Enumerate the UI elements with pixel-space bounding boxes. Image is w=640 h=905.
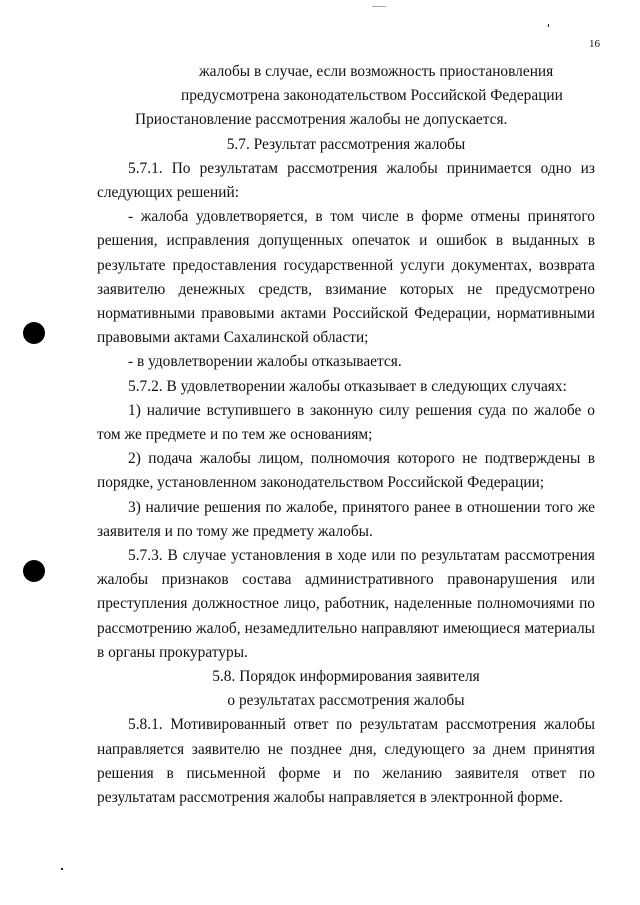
scan-artifact — [61, 868, 63, 870]
paragraph: - жалоба удовлетворяется, в том числе в форме отмены принятого решения, исправления допущенных опечаток и ошибок в выданных в результате предоставления государственной услуги документах, возврата заявителю денежных средств, взимание которых не предусмотрено нормативными правовыми актами Российской Федерации, нормативными правовыми актами Сахалинской области; — [97, 208, 595, 347]
paragraph-continuation: жалобы в случае, если возможность приостановления — [199, 63, 554, 80]
punch-hole-mark — [23, 322, 45, 344]
paragraph: 5.7.3. В случае установления в ходе или по результатам рассмотрения жалобы признаков состава административного правонарушения или преступления должностное лицо, работник, наделенные полномочиями по рассмотрению жалоб, незамедлительно направляют имеющиеся материалы в органы прокуратуры. — [97, 547, 595, 661]
paragraph: 5.8.1. Мотивированный ответ по результатам рассмотрения жалобы направляется заявителю не позднее дня, следующего за днем принятия решения в письменной форме и по желанию заявителя ответ по результатам рассмотрения жалобы направляется в электронной форме. — [97, 716, 595, 807]
paragraph: 1) наличие вступившего в законную силу решения суда по жалобе о том же предмете и по тем же основаниям; — [97, 401, 595, 444]
paragraph: 2) подача жалобы лицом, полномочия которого не подтверждены в порядке, установленном законодательством Российской Федерации; — [97, 450, 595, 492]
page-number: 16 — [589, 38, 600, 50]
paragraph: - в удовлетворении жалобы отказывается. — [128, 353, 402, 371]
paragraph-continuation: предусмотрена законодательством Российской Федерации — [181, 87, 563, 105]
scan-artifact — [372, 6, 386, 7]
paragraph: 3) наличие решения по жалобе, принятого ранее в отношении того же заявителя и по тому же предмету жалобы. — [97, 498, 595, 540]
paragraph: 5.7.2. В удовлетворении жалобы отказывает в следующих случаях: — [128, 377, 567, 395]
document-body — [97, 60, 595, 810]
paragraph: Приостановление рассмотрения жалобы не допускается. — [135, 111, 508, 129]
section-heading: о результатах рассмотрения жалобы — [227, 692, 465, 710]
punch-hole-mark — [23, 560, 45, 582]
paragraph: 5.7.1. По результатам рассмотрения жалобы принимается одно из следующих решений: — [97, 159, 595, 202]
scan-artifact — [548, 24, 549, 27]
section-heading: 5.7. Результат рассмотрения жалобы — [226, 135, 466, 153]
section-heading: 5.8. Порядок информирования заявителя — [212, 668, 480, 686]
